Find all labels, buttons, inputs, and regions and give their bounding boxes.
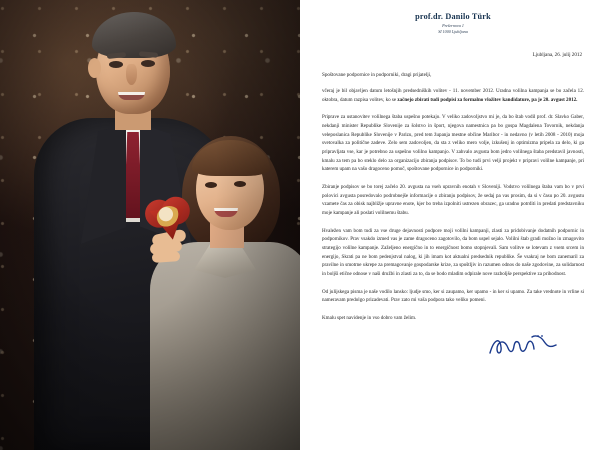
letterhead-address-line2: SI 1000 Ljubljana [438,28,468,34]
paragraph-1: včeraj je bil objavljen datum letošnjih predsedniških volitev - 11. november 2012. Uradna volilna kampanja se bo začela 12. oktobra, datum razpisa volitev, ko se začnejo zbirati tudi podpisi za formalno vložitev kandidature, pa je 20. avgust 2012. [322,88,584,103]
letter-body [322,87,584,323]
salutation: Spoštovane podpornice in podporniki, dragi prijatelji, [322,72,432,79]
paragraph-6: Kmalu spet navidenje in vso dobro vam želim. [322,315,417,322]
paragraph-4: Hvaležen vam bom tudi za vse druge dejavnosti podpore moji volilni kampanji, zlasti za pridobivanje dodatnih podpornic in podpornikov. Prav vsakdo izmed vas je zame dragoceno zagotovilo, da bom uspel sejalo. Volilni štab gradi možno in zmagovito strategijo volilne kampanje. Zaželjeno energično in to energičnost bomo stopnjevali. Sam volitve se lotevam z vsem srcem in energijo, Skrati pa ne bom pedenjstval nalog, ki jih imam kot aktualni predsednik republike. Še vsakraj ne bom zanemaril za pravilne in smotrne ukrepe za premagovanje gospodarske krize, za spoštljiv in razumen odnos do naše zgodovine, za solidarnost in boljši etične odnose v naši družbi in zlasti za to, da se bodo mladim odpirale nove razboljše perspektive za prihodnost. [322,227,584,278]
letterhead [322,12,584,34]
paragraph-5: Od julijskega pisma je naše vodilo lansko: ljudje smo, ker si zaupamo, ker upamo - in ker si upamo. Za take vrednote in vrline si nameravam predolgo prizadevati. Prav zato mi vaša podpora tako veliko pomeni. [322,288,584,304]
paragraph-3: Zbiranje podpisov se bo torej začelo 20. avgusta na vseh upravnih enotah v Sloveniji. Vodstvo volilnega štaba vam bo v prvi polovici avgusta posredovalo podrobnejše informacije o zbiranju podpisov, že sedaj pa vas prosim, da si v času po 20. avgustu vzamete čas za obisk najbližje upravne enote, kjer bo treba izpolniti ustrezen obrazec, ga uradno potrditi in predati predstavniku moje kampanje ali poslati volilnemu štabu. [322,184,584,217]
letter-document [300,0,600,450]
letterhead-address [322,23,584,34]
signature [322,333,584,359]
letterhead-address-line1: Prešernova 1 [442,23,464,28]
place-and-date: Ljubljana, 26. julij 2012 [532,52,582,59]
signature-mark [488,333,558,359]
paragraph-2: Priprave za ustanovitev volilnega štaba uspešno potekajo. V veliko zadovoljstvo mi je, da bo štab vodil prof. dr. Slavko Gaber, nekdanji minister Republike Slovenije za šolstvo in šport, njegova namestnica pa bo gospa Magdalena Tovornik, nekdanja veleposlanica Republike Slovenije v Parizu, pred tem županja mestne občine Maribor - in nedavno (v letih 2008 - 2010) moja svetovalka za politične zadeve. Zelo sem zadovoljen, da sta z veliko mero volje, izkušenj in optimizma pripela za delo, ki ga pripravljata vse, kar je potrebno za uspešno volilno kampanjo. V zahvalo avgusta bom jedro volilnega štaba predstavil javnosti, kmalu za tem pa bo steklo delo za organizacijo zbiranja podpisov. To bo tudi prvi velji projekt v pripravi volilne kampanje, pri katerem upam na vašo dragoceno pomoč, spoštovane podpornice in podporniki. [322,114,584,173]
letterhead-name: prof.dr. Danilo Türk [415,12,491,21]
